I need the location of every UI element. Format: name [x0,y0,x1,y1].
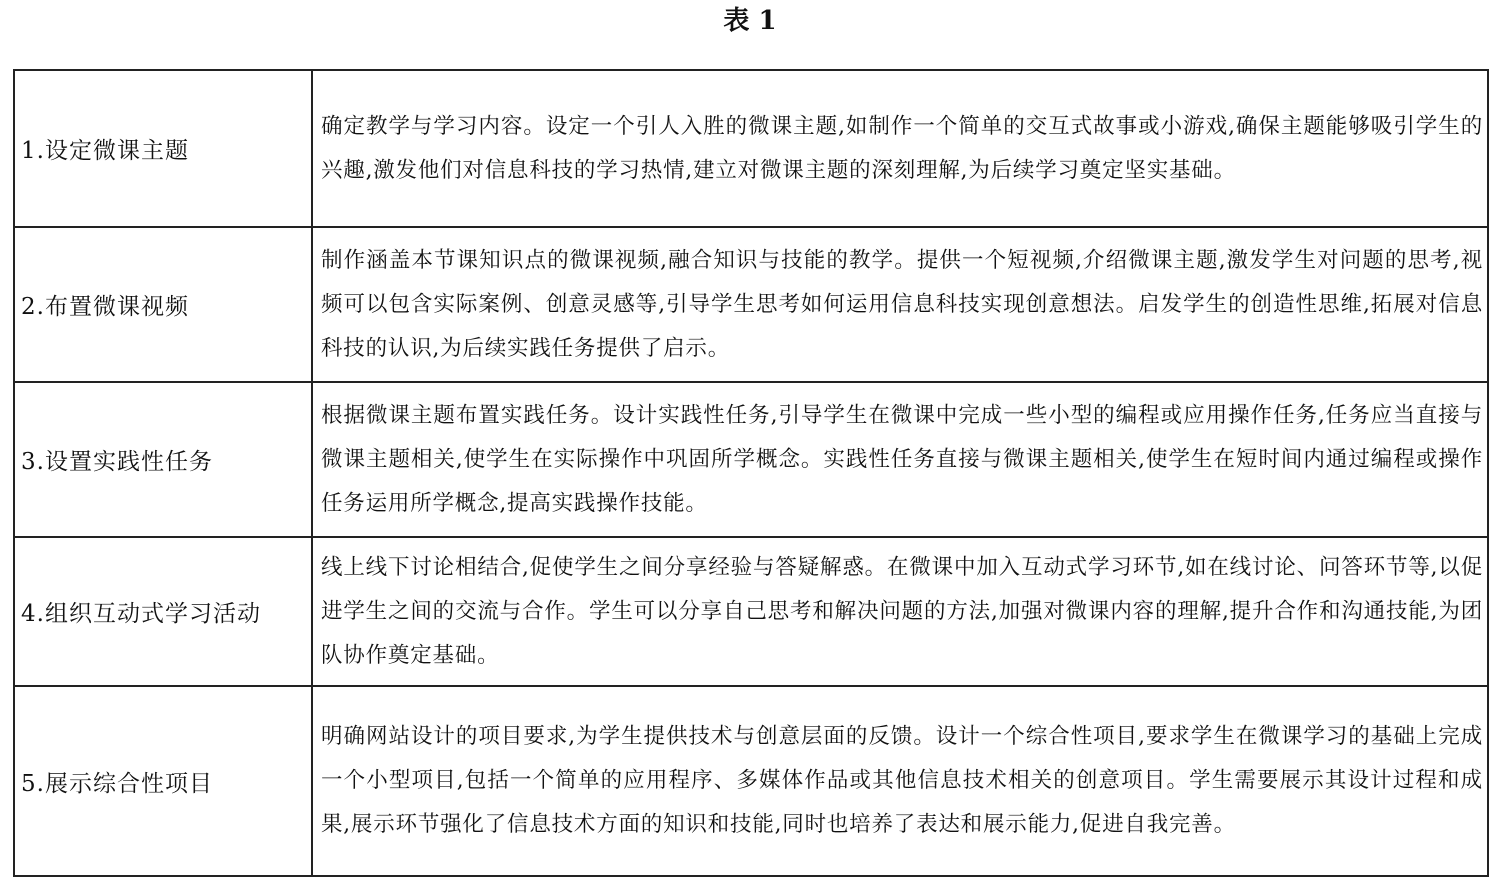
row-label: 4.组织互动式学习活动 [14,537,312,686]
row-label: 3.设置实践性任务 [14,382,312,537]
row-label: 2.布置微课视频 [14,227,312,382]
table-row [14,537,1488,686]
content-table [13,69,1489,877]
table-row [14,70,1488,227]
table-row [14,227,1488,382]
row-description: 制作涵盖本节课知识点的微课视频,融合知识与技能的教学。提供一个短视频,介绍微课主题,激发学生对问题的思考,视频可以包含实际案例、创意灵感等,引导学生思考如何运用信息科技实现创意想法。启发学生的创造性思维,拓展对信息科技的认识,为后续实践任务提供了启示。 [312,227,1488,382]
row-description: 根据微课主题布置实践任务。设计实践性任务,引导学生在微课中完成一些小型的编程或应用操作任务,任务应当直接与微课主题相关,使学生在实际操作中巩固所学概念。实践性任务直接与微课主题相关,使学生在短时间内通过编程或操作任务运用所学概念,提高实践操作技能。 [312,382,1488,537]
table-title: 表 1 [723,6,777,36]
table-row [14,382,1488,537]
row-label: 5.展示综合性项目 [14,686,312,876]
row-description: 确定教学与学习内容。设定一个引人入胜的微课主题,如制作一个简单的交互式故事或小游戏,确保主题能够吸引学生的兴趣,激发他们对信息科技的学习热情,建立对微课主题的深刻理解,为后续学习奠定坚实基础。 [312,70,1488,227]
table-row [14,686,1488,876]
row-description: 线上线下讨论相结合,促使学生之间分享经验与答疑解惑。在微课中加入互动式学习环节,如在线讨论、问答环节等,以促进学生之间的交流与合作。学生可以分享自己思考和解决问题的方法,加强对微课内容的理解,提升合作和沟通技能,为团队协作奠定基础。 [312,537,1488,686]
row-description: 明确网站设计的项目要求,为学生提供技术与创意层面的反馈。设计一个综合性项目,要求学生在微课学习的基础上完成一个小型项目,包括一个简单的应用程序、多媒体作品或其他信息技术相关的创意项目。学生需要展示其设计过程和成果,展示环节强化了信息技术方面的知识和技能,同时也培养了表达和展示能力,促进自我完善。 [312,686,1488,876]
row-label: 1.设定微课主题 [14,70,312,227]
